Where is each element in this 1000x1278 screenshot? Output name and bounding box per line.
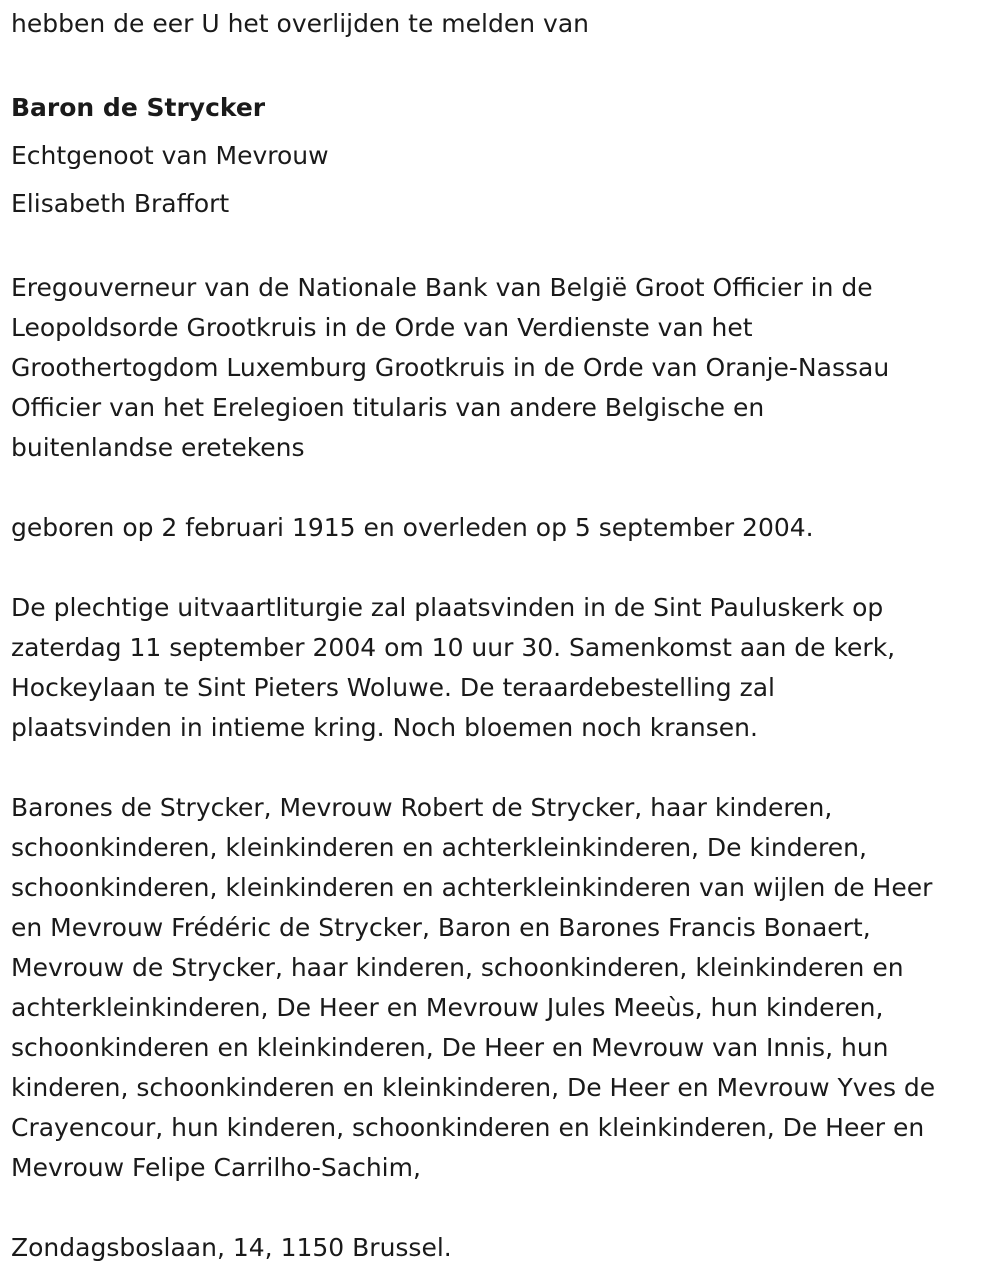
titles-line: buitenlandse eretekens	[11, 433, 305, 462]
family-line: schoonkinderen en kleinkinderen, De Heer en Mevrouw van Innis, hun	[11, 1033, 889, 1062]
deceased-name: Baron de Strycker	[11, 93, 266, 122]
intro-text: hebben de eer U het overlijden te melden van	[11, 9, 589, 38]
dates-text: geboren op 2 februari 1915 en overleden op 5 september 2004.	[11, 513, 814, 542]
spouse-line-1: Echtgenoot van Mevrouw	[11, 141, 329, 170]
spouse-line-2: Elisabeth Braffort	[11, 189, 230, 218]
family-line: en Mevrouw Frédéric de Strycker, Baron en Barones Francis Bonaert,	[11, 913, 871, 942]
funeral-paragraph	[11, 588, 990, 748]
titles-line: Groothertogdom Luxemburg Grootkruis in de Orde van Oranje-Nassau	[11, 353, 890, 382]
funeral-line: zaterdag 11 september 2004 om 10 uur 30. Samenkomst aan de kerk,	[11, 633, 896, 662]
family-line: Mevrouw Felipe Carrilho-Sachim,	[11, 1153, 421, 1182]
deceased-block	[11, 84, 990, 228]
dates-paragraph	[11, 508, 990, 548]
address-text: Zondagsboslaan, 14, 1150 Brussel.	[11, 1233, 452, 1262]
family-line: Mevrouw de Strycker, haar kinderen, schoonkinderen, kleinkinderen en	[11, 953, 904, 982]
titles-line: Eregouverneur van de Nationale Bank van België Groot Officier in de	[11, 273, 873, 302]
family-line: Crayencour, hun kinderen, schoonkinderen en kleinkinderen, De Heer en	[11, 1113, 925, 1142]
funeral-line: plaatsvinden in intieme kring. Noch bloemen noch kransen.	[11, 713, 758, 742]
funeral-line: De plechtige uitvaartliturgie zal plaatsvinden in de Sint Pauluskerk op	[11, 593, 884, 622]
family-line: schoonkinderen, kleinkinderen en achterkleinkinderen van wijlen de Heer	[11, 873, 933, 902]
titles-paragraph	[11, 268, 990, 468]
family-line: schoonkinderen, kleinkinderen en achterkleinkinderen, De kinderen,	[11, 833, 867, 862]
family-line: kinderen, schoonkinderen en kleinkinderen, De Heer en Mevrouw Yves de	[11, 1073, 936, 1102]
family-line: achterkleinkinderen, De Heer en Mevrouw Jules Meeùs, hun kinderen,	[11, 993, 884, 1022]
titles-line: Leopoldsorde Grootkruis in de Orde van Verdienste van het	[11, 313, 753, 342]
family-paragraph	[11, 788, 990, 1188]
titles-line: Officier van het Erelegioen titularis van andere Belgische en	[11, 393, 765, 422]
family-line: Barones de Strycker, Mevrouw Robert de Strycker, haar kinderen,	[11, 793, 833, 822]
funeral-line: Hockeylaan te Sint Pieters Woluwe. De teraardebestelling zal	[11, 673, 775, 702]
